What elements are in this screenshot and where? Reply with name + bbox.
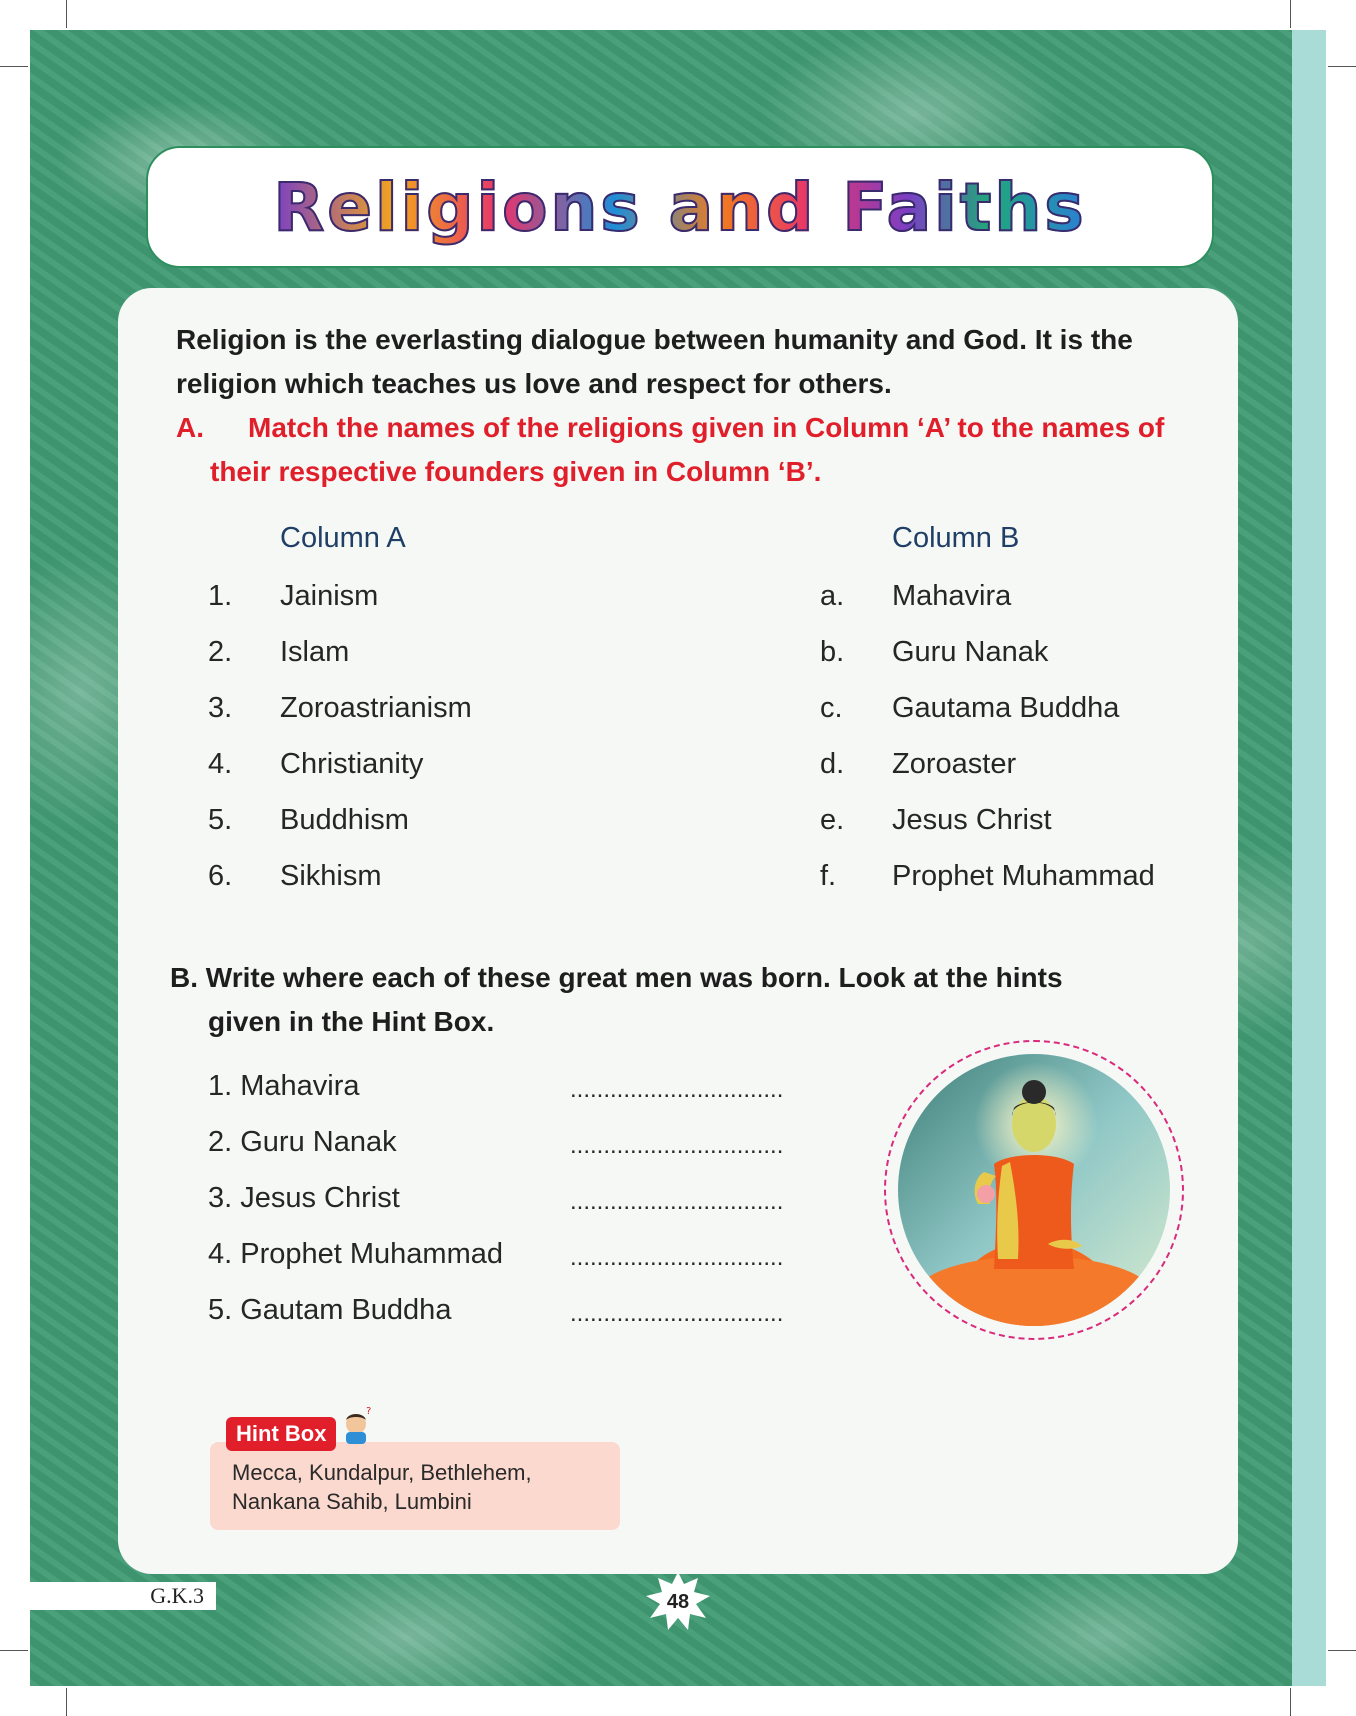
buddha-illustration — [898, 1054, 1170, 1326]
column-a-item: Sikhism — [280, 860, 382, 892]
column-a-item: Jainism — [280, 580, 379, 612]
birthplace-item: 3. Jesus Christ — [208, 1182, 400, 1214]
birthplace-item: 4. Prophet Muhammad — [208, 1238, 503, 1270]
column-a-number: 6. — [208, 860, 233, 892]
page-number-badge — [644, 1572, 712, 1632]
crop-mark — [1290, 1688, 1291, 1716]
column-b-item: Mahavira — [892, 580, 1012, 612]
answer-blank[interactable]: ................................ — [570, 1300, 784, 1327]
crop-mark — [1328, 1650, 1356, 1651]
column-a-number: 1. — [208, 580, 233, 612]
column-b-item: Prophet Muhammad — [892, 860, 1155, 892]
column-a-number: 4. — [208, 748, 233, 780]
column-b-letter: f. — [820, 860, 837, 892]
column-a-header: Column A — [280, 522, 406, 554]
column-b-letter: c. — [820, 692, 843, 724]
column-b-letter: d. — [820, 748, 845, 780]
column-a-item: Zoroastrianism — [280, 692, 472, 724]
buddha-image-frame — [884, 1040, 1184, 1340]
birthplace-item: 5. Gautam Buddha — [208, 1294, 452, 1326]
crop-mark — [66, 1688, 67, 1716]
intro-paragraph: Religion is the everlasting dialogue between humanity and God. It is the religion which teaches us love and respect for others. — [176, 324, 1133, 399]
column-b-item: Jesus Christ — [892, 804, 1052, 836]
column-b-header: Column B — [892, 522, 1020, 554]
column-a-item: Islam — [280, 636, 350, 668]
hint-line: Mecca, Kundalpur, Bethlehem, — [232, 1460, 532, 1485]
hint-box-label: Hint Box — [226, 1417, 336, 1451]
answer-blank[interactable]: ................................ — [570, 1244, 784, 1271]
section-a-label: A. — [176, 412, 204, 443]
title-banner — [146, 146, 1214, 268]
crop-mark — [0, 66, 28, 67]
answer-blank[interactable]: ................................ — [570, 1132, 784, 1159]
crop-mark — [66, 0, 67, 28]
hint-line: Nankana Sahib, Lumbini — [232, 1489, 472, 1514]
hint-box-content — [232, 1458, 612, 1516]
page-number: 48 — [666, 1591, 690, 1613]
birthplace-item: 2. Guru Nanak — [208, 1126, 397, 1158]
column-b-item: Guru Nanak — [892, 636, 1049, 668]
column-b-letter: e. — [820, 804, 845, 836]
crop-mark — [1290, 0, 1291, 28]
column-a-number: 2. — [208, 636, 233, 668]
column-b-item: Gautama Buddha — [892, 692, 1120, 724]
crop-mark — [0, 1650, 28, 1651]
crop-mark — [1328, 66, 1356, 67]
thinking-boy-icon — [338, 1404, 374, 1444]
book-code: G.K.3 — [30, 1582, 216, 1610]
section-a-instruction: Match the names of the religions given in Column ‘A’ to the names of their respective founders given in Column ‘B’. — [210, 412, 1165, 487]
answer-blank[interactable]: ................................ — [570, 1076, 784, 1103]
column-b-letter: b. — [820, 636, 845, 668]
column-a-item: Buddhism — [280, 804, 409, 836]
svg-text:?: ? — [366, 1406, 372, 1417]
section-b-instruction-line2: given in the Hint Box. — [208, 1006, 495, 1037]
column-a-item: Christianity — [280, 748, 424, 780]
section-b-instruction: B. Write where each of these great men was born. Look at the hints — [170, 962, 1063, 993]
column-b-item: Zoroaster — [892, 748, 1017, 780]
birthplace-item: 1. Mahavira — [208, 1070, 360, 1102]
column-b-letter: a. — [820, 580, 845, 612]
column-a-number: 5. — [208, 804, 233, 836]
side-strip — [1292, 30, 1326, 1686]
column-a-number: 3. — [208, 692, 233, 724]
page-title: Religions and Faiths — [273, 168, 1087, 246]
answer-blank[interactable]: ................................ — [570, 1188, 784, 1215]
